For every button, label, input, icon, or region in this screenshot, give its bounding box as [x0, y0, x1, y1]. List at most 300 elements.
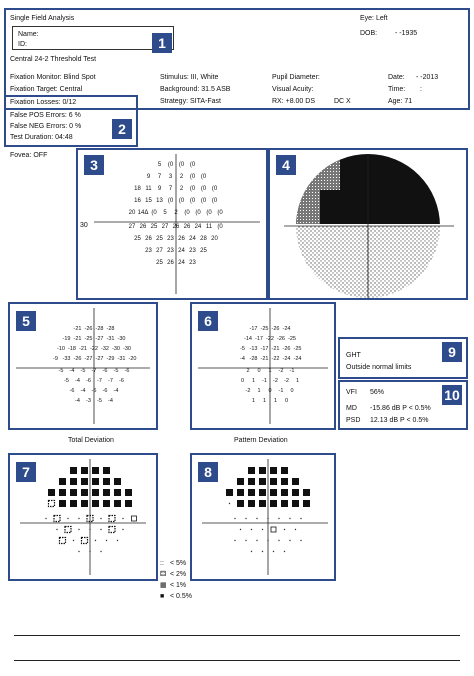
threshold-value: (0 — [195, 210, 201, 216]
threshold-value: 20 — [211, 236, 218, 242]
probability-symbol — [251, 551, 252, 552]
normal-sensitivity-area — [290, 226, 450, 298]
md-value: -15.86 dB P < 0.5% — [370, 405, 431, 412]
false-neg-errors: False NEG Errors: 0 % — [10, 123, 82, 130]
probability-symbol — [92, 489, 99, 496]
total-deviation-value: -30 — [112, 346, 120, 352]
fovea-status: Fovea: OFF — [10, 152, 48, 159]
probability-symbol — [300, 540, 301, 541]
threshold-value: 24 — [194, 224, 202, 230]
total-deviation-value: -21 — [73, 336, 82, 342]
pattern-deviation-value: -26 — [271, 326, 280, 332]
probability-symbol — [262, 529, 263, 530]
time-value: : — [420, 86, 422, 93]
pattern-deviation-value: -2 — [273, 378, 278, 384]
badge-3: 3 — [84, 155, 104, 175]
legend-symbol-2: ⚃ — [160, 571, 167, 578]
probability-symbol — [237, 500, 244, 507]
probability-symbol — [89, 529, 90, 530]
pattern-deviation-value: -17 — [260, 346, 269, 352]
total-deviation-grid — [10, 304, 156, 428]
probability-symbol — [70, 500, 77, 507]
probability-symbol — [78, 529, 79, 530]
pattern-deviation-value: 1 — [268, 368, 272, 374]
legend-label-2: < 2% — [170, 571, 187, 578]
probability-symbol — [245, 540, 246, 541]
threshold-value: 27 — [128, 224, 136, 230]
threshold-value: 26 — [139, 224, 147, 230]
threshold-value: 25 — [150, 224, 158, 230]
pattern-deviation-value: -21 — [260, 356, 269, 362]
badge-8: 8 — [198, 462, 218, 482]
probability-symbol — [284, 551, 285, 552]
threshold-value: 13 — [156, 198, 163, 204]
pattern-deviation-value: -1 — [289, 368, 295, 374]
total-deviation-value: -32 — [101, 346, 109, 352]
vfi-value: 56% — [370, 389, 385, 396]
total-deviation-value: -5 — [80, 368, 86, 374]
legend-symbol-5: :: — [160, 560, 164, 567]
total-deviation-value: -7 — [97, 378, 102, 384]
threshold-value: (0 — [211, 198, 218, 204]
pattern-deviation-caption: Pattern Deviation — [234, 437, 288, 444]
probability-symbol — [229, 503, 230, 504]
total-deviation-value: -28 — [95, 326, 104, 332]
threshold-value: (0 — [217, 210, 223, 216]
psd-label: PSD — [346, 417, 361, 424]
total-deviation-value: -3 — [86, 398, 91, 404]
probability-symbol — [273, 551, 274, 552]
greyscale-map — [270, 150, 466, 298]
threshold-value: 5 — [157, 162, 162, 168]
threshold-value: 25 — [156, 236, 163, 242]
badge-4: 4 — [276, 155, 296, 175]
vfi-label: VFI — [346, 389, 357, 396]
threshold-value: 9 — [146, 174, 151, 180]
probability-symbol — [295, 529, 296, 530]
probability-symbol — [81, 478, 88, 485]
strategy: Strategy: SITA-Fast — [160, 98, 221, 105]
eye-label: Eye: Left — [360, 15, 388, 22]
threshold-value: 5 — [163, 210, 167, 216]
probability-symbol — [92, 500, 99, 507]
threshold-value: 23 — [145, 248, 152, 254]
threshold-value: 20 — [128, 210, 136, 216]
probability-symbol — [78, 518, 79, 519]
probability-symbol — [259, 478, 266, 485]
total-deviation-value: -27 — [95, 356, 104, 362]
badge-10: 10 — [442, 385, 462, 405]
probability-symbol — [125, 500, 132, 507]
pattern-deviation-value: -25 — [260, 326, 269, 332]
probability-symbol — [81, 489, 88, 496]
test-name: Central 24-2 Threshold Test — [10, 56, 97, 63]
probability-symbol — [281, 478, 288, 485]
pattern-deviation-value: 0 — [268, 388, 272, 394]
probability-symbol — [256, 518, 257, 519]
threshold-value: 2 — [179, 186, 184, 192]
threshold-value: 26 — [172, 224, 180, 230]
pattern-deviation-value: -17 — [249, 326, 258, 332]
probability-symbol — [67, 518, 68, 519]
date-label: Date: — [388, 74, 405, 81]
age: Age: 71 — [388, 98, 413, 105]
total-deviation-value: -27 — [84, 356, 93, 362]
pattern-deviation-value: -5 — [240, 346, 245, 352]
threshold-value: 14Δ — [137, 210, 149, 216]
report-title: Single Field Analysis — [10, 15, 75, 22]
rx: RX: +8.00 DS — [272, 98, 315, 105]
total-deviation-value: -31 — [117, 356, 126, 362]
threshold-value: (0 — [178, 198, 185, 204]
legend-symbol-1: ▦ — [160, 582, 167, 589]
probability-symbol — [248, 489, 255, 496]
legend-label-05: < 0.5% — [170, 593, 192, 600]
pattern-deviation-value: -1 — [278, 388, 284, 394]
total-deviation-value: -7 — [108, 378, 113, 384]
probability-symbol — [92, 478, 99, 485]
total-deviation-value: -25 — [84, 336, 93, 342]
probability-symbol — [281, 467, 288, 474]
pattern-deviation-value: 1 — [251, 398, 256, 404]
stimulus: Stimulus: III, White — [160, 74, 219, 81]
legend-symbol-05: ■ — [160, 593, 165, 600]
total-deviation-probability-plot — [10, 455, 156, 579]
probability-symbol — [122, 518, 123, 519]
threshold-value: 26 — [178, 236, 185, 242]
md-label: MD — [346, 405, 357, 412]
total-deviation-value: -5 — [64, 378, 69, 384]
total-deviation-value: -10 — [57, 346, 65, 352]
threshold-value: 24 — [189, 236, 196, 242]
threshold-grid — [78, 150, 266, 298]
total-deviation-value: -4 — [108, 398, 113, 404]
probability-symbol — [65, 527, 71, 533]
visual-acuity: Visual Acuity: — [272, 86, 314, 93]
total-deviation-value: -4 — [80, 388, 86, 394]
ght-label: GHT — [346, 352, 361, 359]
total-deviation-value: -4 — [75, 398, 80, 404]
probability-symbol — [248, 478, 255, 485]
probability-symbol — [100, 529, 101, 530]
probability-symbol — [82, 538, 88, 544]
total-deviation-value: -9 — [53, 356, 58, 362]
total-deviation-value: -5 — [113, 368, 119, 374]
probability-symbol — [270, 467, 277, 474]
threshold-value: 15 — [145, 198, 152, 204]
pattern-deviation-value: -2 — [284, 378, 289, 384]
id-label: ID: — [18, 41, 27, 48]
pattern-deviation-value: -28 — [249, 356, 258, 362]
threshold-value: 26 — [167, 260, 174, 266]
probability-symbol — [248, 500, 255, 507]
probability-symbol — [267, 540, 268, 541]
probability-symbol — [281, 500, 288, 507]
pattern-deviation-value: 1 — [295, 378, 300, 384]
total-deviation-value: -30 — [117, 336, 126, 342]
pattern-deviation-value: -22 — [266, 336, 274, 342]
probability-symbol — [237, 489, 244, 496]
total-deviation-value: -33 — [62, 356, 71, 362]
probability-symbol — [234, 518, 235, 519]
probability-symbol — [114, 489, 121, 496]
pattern-deviation-value: -2 — [278, 368, 284, 374]
total-deviation-value: -4 — [69, 368, 75, 374]
pattern-deviation-value: -26 — [282, 346, 291, 352]
pattern-deviation-value: -24 — [282, 356, 291, 362]
threshold-value: (0 — [200, 186, 207, 192]
pattern-deviation-probability-plot — [192, 455, 334, 579]
probability-symbol — [59, 478, 66, 485]
pattern-deviation-value: 0 — [284, 398, 289, 404]
probability-symbol — [109, 516, 115, 522]
name-label: Name: — [18, 31, 39, 38]
false-pos-errors: False POS Errors: 6 % — [10, 112, 81, 119]
pattern-deviation-value: 1 — [273, 398, 278, 404]
probability-symbol — [109, 527, 115, 533]
total-deviation-value: -6 — [86, 378, 91, 384]
pattern-deviation-value: -21 — [271, 346, 280, 352]
probability-symbol — [267, 518, 268, 519]
total-deviation-value: -6 — [124, 368, 130, 374]
total-deviation-value: -18 — [68, 346, 76, 352]
probability-symbol — [59, 489, 66, 496]
total-deviation-value: -26 — [84, 326, 93, 332]
probability-symbol — [289, 540, 290, 541]
probability-symbol — [284, 529, 285, 530]
threshold-value: (0 — [189, 174, 196, 180]
threshold-value: 28 — [200, 236, 207, 242]
probability-symbol — [292, 500, 299, 507]
probability-symbol — [59, 500, 66, 507]
threshold-value: 24 — [178, 260, 185, 266]
total-deviation-value: -29 — [106, 356, 115, 362]
threshold-value: 23 — [189, 260, 196, 266]
threshold-axis-label: 30 — [80, 222, 88, 229]
probability-symbol — [45, 518, 46, 519]
total-deviation-value: -4 — [75, 378, 80, 384]
probability-symbol — [114, 500, 121, 507]
probability-symbol — [289, 518, 290, 519]
threshold-value: 11 — [145, 186, 152, 192]
probability-symbol — [303, 489, 310, 496]
total-deviation-value: -4 — [113, 388, 119, 394]
probability-symbol — [292, 478, 299, 485]
probability-symbol — [103, 467, 110, 474]
probability-symbol — [70, 467, 77, 474]
total-deviation-value: -20 — [128, 356, 137, 362]
signature-line-1 — [14, 635, 460, 636]
total-deviation-value: -6 — [119, 378, 124, 384]
probability-symbol — [92, 467, 99, 474]
fixation-target: Fixation Target: Central — [10, 86, 83, 93]
probability-symbol — [70, 478, 77, 485]
probability-symbol — [100, 551, 101, 552]
pattern-deviation-value: -26 — [277, 336, 285, 342]
probability-symbol — [81, 500, 88, 507]
threshold-value: 25 — [200, 248, 207, 254]
probability-symbol — [270, 500, 277, 507]
pattern-deviation-value: -25 — [288, 336, 296, 342]
pattern-deviation-value: -13 — [249, 346, 258, 352]
total-deviation-value: -5 — [97, 398, 102, 404]
probability-symbol — [78, 551, 79, 552]
total-deviation-value: -19 — [62, 336, 71, 342]
threshold-value: 27 — [161, 224, 169, 230]
threshold-value: 24 — [178, 248, 185, 254]
badge-5: 5 — [16, 311, 36, 331]
total-deviation-value: -6 — [102, 388, 108, 394]
threshold-value: 26 — [145, 236, 152, 242]
badge-7: 7 — [16, 462, 36, 482]
probability-symbol — [251, 529, 252, 530]
time-label: Time: — [388, 86, 406, 93]
probability-symbol — [237, 478, 244, 485]
pattern-deviation-value: 1 — [251, 378, 256, 384]
total-deviation-value: -7 — [91, 368, 97, 374]
total-deviation-value: -6 — [91, 388, 97, 394]
threshold-value: (0 — [151, 210, 157, 216]
probability-symbol — [103, 478, 110, 485]
pattern-deviation-value: -24 — [282, 326, 291, 332]
dob-label: DOB: — [360, 30, 378, 37]
threshold-value: (0 — [189, 198, 196, 204]
threshold-value: 23 — [167, 248, 174, 254]
probability-symbol — [278, 518, 279, 519]
pattern-deviation-grid — [192, 304, 334, 428]
total-deviation-value: -5 — [58, 368, 64, 374]
total-deviation-value: -30 — [123, 346, 131, 352]
threshold-value: (0 — [211, 186, 218, 192]
probability-symbol — [270, 478, 277, 485]
pattern-deviation-value: -22 — [271, 356, 280, 362]
probability-symbol — [60, 538, 66, 544]
probability-symbol — [270, 489, 277, 496]
threshold-value: 16 — [134, 198, 141, 204]
probability-symbol — [70, 489, 77, 496]
threshold-value: 7 — [168, 186, 173, 192]
threshold-value: 9 — [157, 186, 162, 192]
test-duration: Test Duration: 04:48 — [10, 134, 73, 141]
threshold-value: (0 — [217, 224, 223, 230]
threshold-value: 23 — [189, 248, 196, 254]
probability-symbol — [103, 489, 110, 496]
pattern-deviation-value: -2 — [245, 388, 251, 394]
probability-symbol — [95, 540, 96, 541]
pattern-deviation-value: 2 — [246, 368, 250, 374]
total-deviation-value: -21 — [79, 346, 87, 352]
probability-symbol — [256, 540, 257, 541]
threshold-value: (0 — [206, 210, 212, 216]
pattern-deviation-value: 0 — [257, 368, 261, 374]
threshold-value: 25 — [156, 260, 163, 266]
threshold-value: 18 — [134, 186, 141, 192]
threshold-value: 27 — [156, 248, 163, 254]
pattern-deviation-value: -17 — [255, 336, 263, 342]
threshold-value: (0 — [167, 198, 174, 204]
threshold-value: 25 — [134, 236, 141, 242]
total-deviation-value: -28 — [106, 326, 115, 332]
probability-symbol — [245, 518, 246, 519]
fixation-monitor: Fixation Monitor: Blind Spot — [10, 74, 96, 81]
pattern-deviation-value: 1 — [257, 388, 261, 394]
probability-symbol — [114, 478, 121, 485]
total-deviation-value: -21 — [73, 326, 82, 332]
psd-value: 12.13 dB P < 0.5% — [370, 417, 429, 424]
probability-symbol — [49, 501, 55, 507]
pattern-deviation-value: -1 — [262, 378, 267, 384]
probability-symbol — [122, 529, 123, 530]
probability-symbol — [226, 489, 233, 496]
probability-symbol — [259, 500, 266, 507]
probability-symbol — [56, 529, 57, 530]
badge-1: 1 — [152, 33, 172, 53]
probability-symbol — [73, 540, 74, 541]
threshold-value: 7 — [157, 174, 162, 180]
probability-symbol — [54, 516, 60, 522]
legend-label-1: < 1% — [170, 582, 187, 589]
probability-symbol — [132, 516, 137, 521]
threshold-value: (0 — [200, 174, 207, 180]
probability-symbol — [48, 489, 55, 496]
threshold-value: (0 — [200, 198, 207, 204]
probability-symbol — [240, 529, 241, 530]
pattern-deviation-value: -14 — [244, 336, 252, 342]
probability-symbol — [292, 489, 299, 496]
threshold-value: 2 — [179, 174, 184, 180]
probability-symbol — [281, 489, 288, 496]
date-value: - -2013 — [416, 74, 439, 81]
total-deviation-value: -6 — [102, 368, 108, 374]
probability-symbol — [103, 500, 110, 507]
total-deviation-caption: Total Deviation — [68, 437, 114, 444]
threshold-value: 3 — [168, 174, 173, 180]
background: Background: 31.5 ASB — [160, 86, 231, 93]
probability-symbol — [278, 540, 279, 541]
threshold-value: 26 — [183, 224, 191, 230]
threshold-value: (0 — [184, 210, 190, 216]
probability-symbol — [248, 467, 255, 474]
threshold-value: (0 — [178, 162, 185, 168]
total-deviation-value: -26 — [73, 356, 82, 362]
pattern-deviation-value: -24 — [293, 356, 302, 362]
badge-2: 2 — [112, 119, 132, 139]
threshold-value: 23 — [167, 236, 174, 242]
probability-symbol — [259, 489, 266, 496]
threshold-value: (0 — [167, 162, 174, 168]
ght-value: Outside normal limits — [346, 364, 412, 371]
pattern-deviation-value: 0 — [290, 388, 294, 394]
probability-symbol — [234, 540, 235, 541]
threshold-value: (0 — [189, 162, 196, 168]
probability-symbol — [117, 540, 118, 541]
threshold-value: 11 — [205, 224, 213, 230]
total-deviation-value: -22 — [90, 346, 98, 352]
probability-symbol — [271, 527, 276, 532]
pupil-diameter: Pupil Diameter: — [272, 74, 320, 81]
dc: DC X — [334, 98, 351, 105]
probability-symbol — [81, 467, 88, 474]
badge-9: 9 — [442, 342, 462, 362]
dob-value: - -1935 — [395, 30, 418, 37]
probability-symbol — [259, 467, 266, 474]
total-deviation-value: -31 — [106, 336, 115, 342]
signature-line-2 — [14, 660, 460, 661]
fixation-losses: Fixation Losses: 0/12 — [10, 99, 77, 106]
probability-symbol — [300, 518, 301, 519]
probability-symbol — [100, 518, 101, 519]
probability-symbol — [89, 551, 90, 552]
